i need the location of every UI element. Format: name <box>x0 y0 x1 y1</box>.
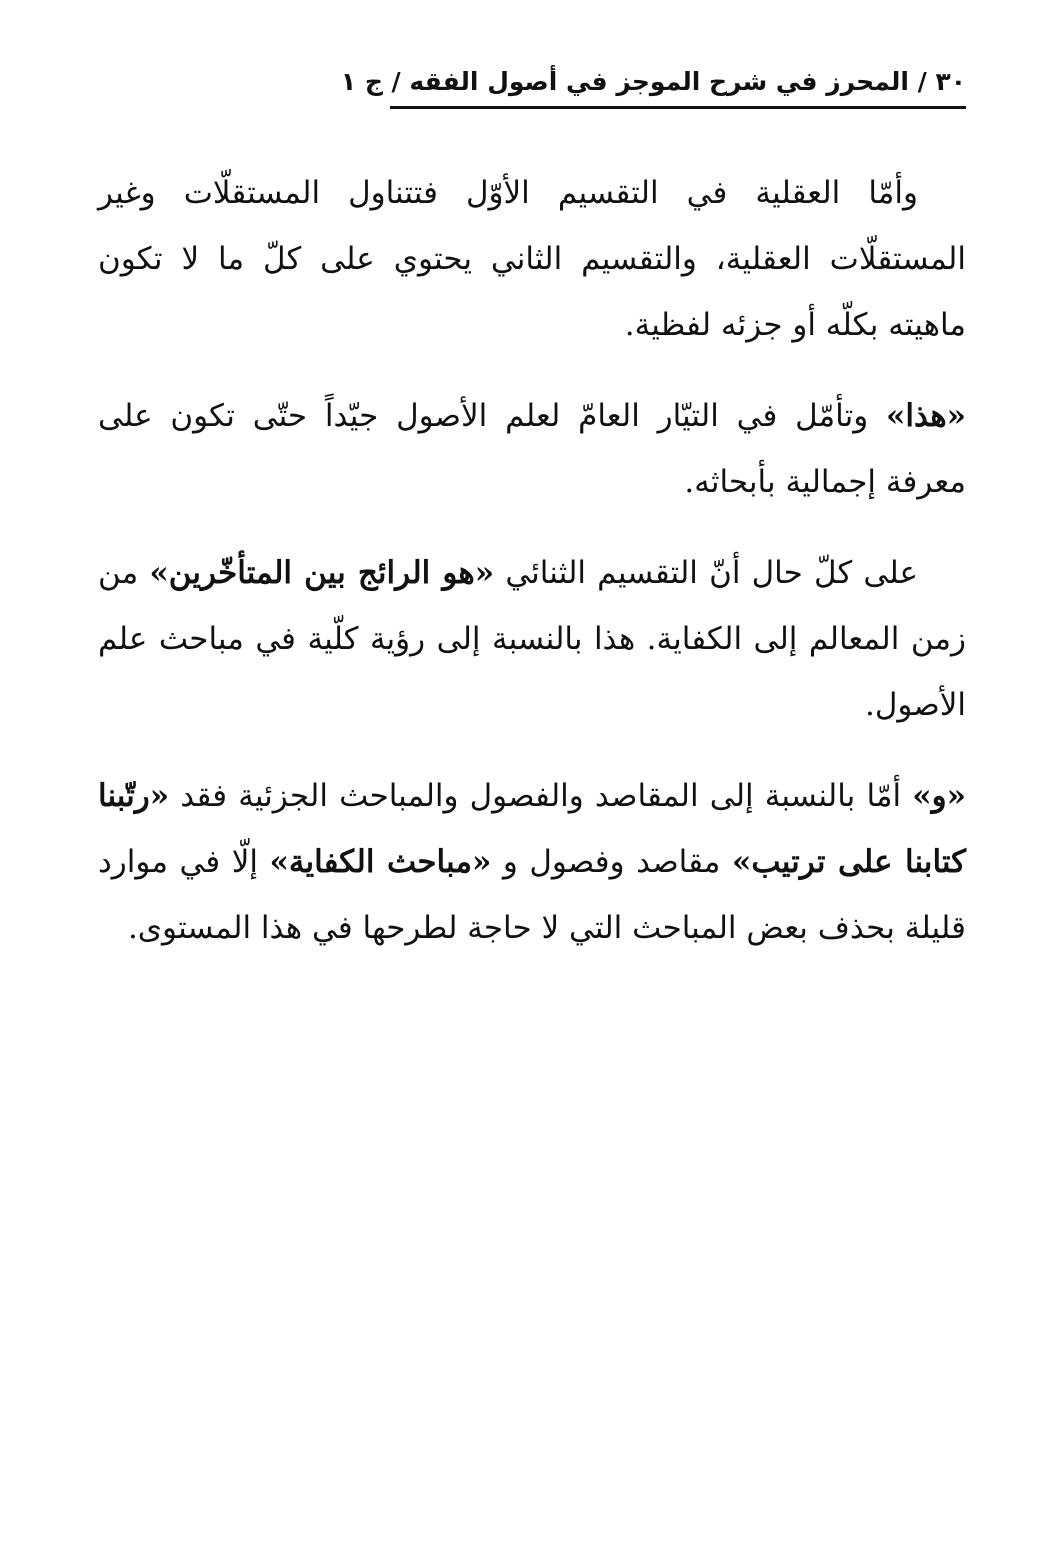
paragraph-3-text-1: على كلّ حال أنّ التقسيم الثنائي <box>494 555 918 591</box>
paragraph-4 <box>98 763 966 961</box>
paragraph-3-text-2: من زمن المعالم إلى الكفاية. هذا بالنسبة إلى رؤية كلّية في مباحث علم الأصول. <box>98 555 966 723</box>
paragraph-1-text: وأمّا العقلية في التقسيم الأوّل فتتناول المستقلّات وغير المستقلّات العقلية، والتقسيم الثاني يحتوي على كلّ ما لا تكون ماهيته بكلّه أو جزئه لفظية. <box>98 175 966 343</box>
paragraph-2-text: وتأمّل في التيّار العامّ لعلم الأصول جيّداً حتّى تكون على معرفة إجمالية بأبحاثه. <box>98 398 966 500</box>
paragraph-3 <box>98 540 966 738</box>
paragraph-4-text-1: أمّا بالنسبة إلى المقاصد والفصول والمباحث الجزئية فقد <box>169 778 913 814</box>
paragraph-4-quote-waw: «و» <box>912 778 966 814</box>
paragraph-2 <box>98 383 966 515</box>
paragraph-4-quote-rattabna: «رتّبنا كتابنا على ترتيب» <box>98 778 966 880</box>
paragraph-1 <box>98 160 966 358</box>
header-rule <box>390 106 966 109</box>
paragraph-4-quote-kifaya: «مباحث الكفاية» <box>269 844 492 880</box>
paragraph-3-quote: «هو الرائج بين المتأخّرين» <box>149 555 495 591</box>
paragraph-4-text-3: إلّا في موارد قليلة بحذف بعض المباحث التي لا حاجة لطرحها في هذا المستوى. <box>98 844 966 946</box>
paragraph-2-quote-hadha: «هذا» <box>886 398 966 434</box>
running-header: ٣٠ / المحرز في شرح الموجز في أصول الفقه / ج ١ <box>340 67 966 96</box>
paragraph-4-text-2: مقاصد وفصول و <box>491 844 732 880</box>
page-body <box>98 160 966 986</box>
